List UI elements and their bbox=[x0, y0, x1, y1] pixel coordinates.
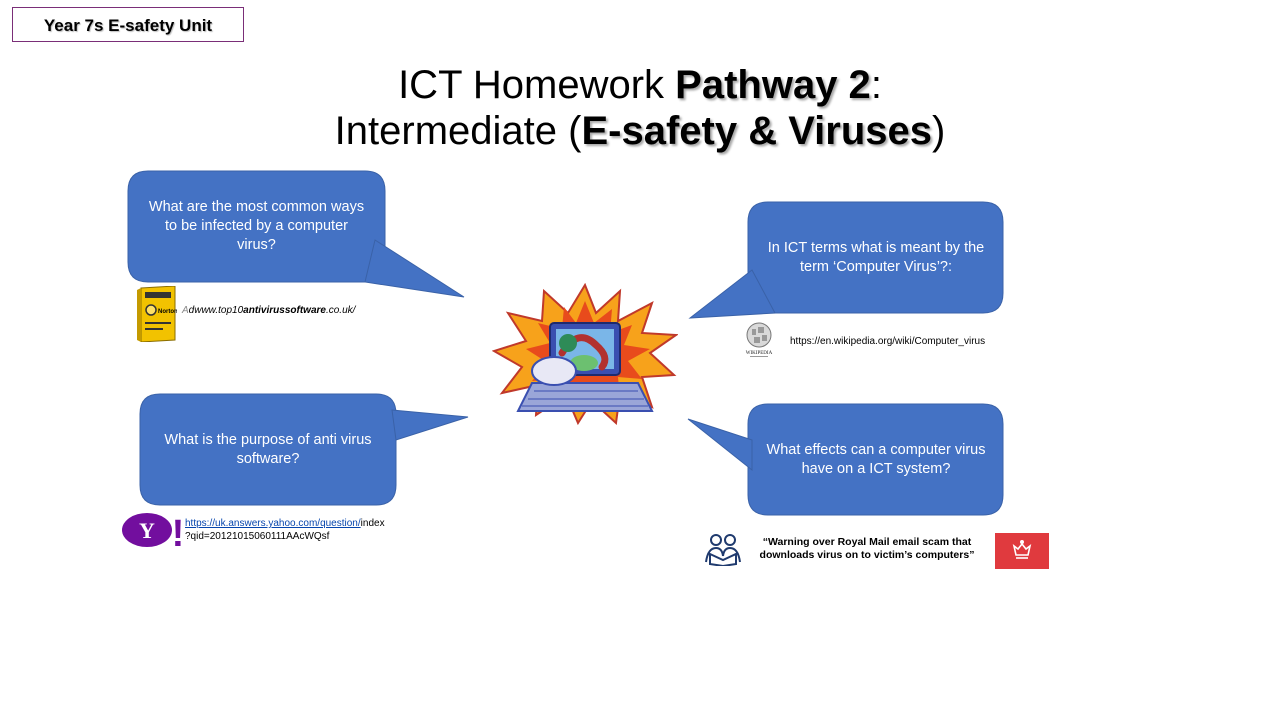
yahoo-logo-icon bbox=[121, 510, 187, 550]
bubble-top-left-text: What are the most common ways to be infected by a computer virus? bbox=[148, 199, 365, 253]
unit-tag: Year 7s E-safety Unit bbox=[12, 7, 244, 42]
antivirus-source-link[interactable]: Adwww.top10antivirussoftware.co.uk/ bbox=[182, 305, 356, 316]
bubble-bottom-left-text: What is the purpose of anti virus software? bbox=[164, 431, 372, 467]
wikipedia-label: WIKIPEDIA bbox=[745, 351, 773, 356]
wikipedia-source-link[interactable]: https://en.wikipedia.org/wiki/Computer_virus bbox=[790, 336, 986, 347]
bubble-bottom-left-tail bbox=[392, 410, 468, 440]
title-line-2: Intermediate (E-safety & Viruses) bbox=[334, 109, 946, 153]
yahoo-source-link[interactable]: https://uk.answers.yahoo.com/question/index ?qid=20121015060111AAcWQsf bbox=[185, 518, 385, 542]
bubble-bottom-right-tail bbox=[688, 419, 752, 470]
yahoo-logo-bang: ! bbox=[171, 513, 185, 550]
royal-mail-crown-icon bbox=[995, 533, 1049, 569]
title-line-1: ICT Homework Pathway 2: bbox=[398, 63, 882, 107]
norton-label: Norton bbox=[158, 309, 177, 315]
virus-computer-clipart bbox=[492, 283, 678, 425]
bubble-top-left-tail bbox=[365, 240, 464, 297]
norton-box-icon bbox=[137, 286, 177, 342]
readers-icon bbox=[702, 532, 744, 566]
bubble-top-right-text: In ICT terms what is meant by the term ‘Computer Virus’?: bbox=[767, 239, 985, 275]
yahoo-logo-letter: Y bbox=[139, 518, 155, 543]
news-caption: “Warning over Royal Mail email scam that downloads virus on to victim’s computers” bbox=[759, 536, 975, 561]
bubble-bottom-right-text: What effects can a computer virus have on a ICT system? bbox=[766, 441, 986, 477]
wikipedia-globe-icon bbox=[742, 321, 776, 361]
yahoo-link-part[interactable]: https://uk.answers.yahoo.com/question/ bbox=[185, 518, 361, 529]
